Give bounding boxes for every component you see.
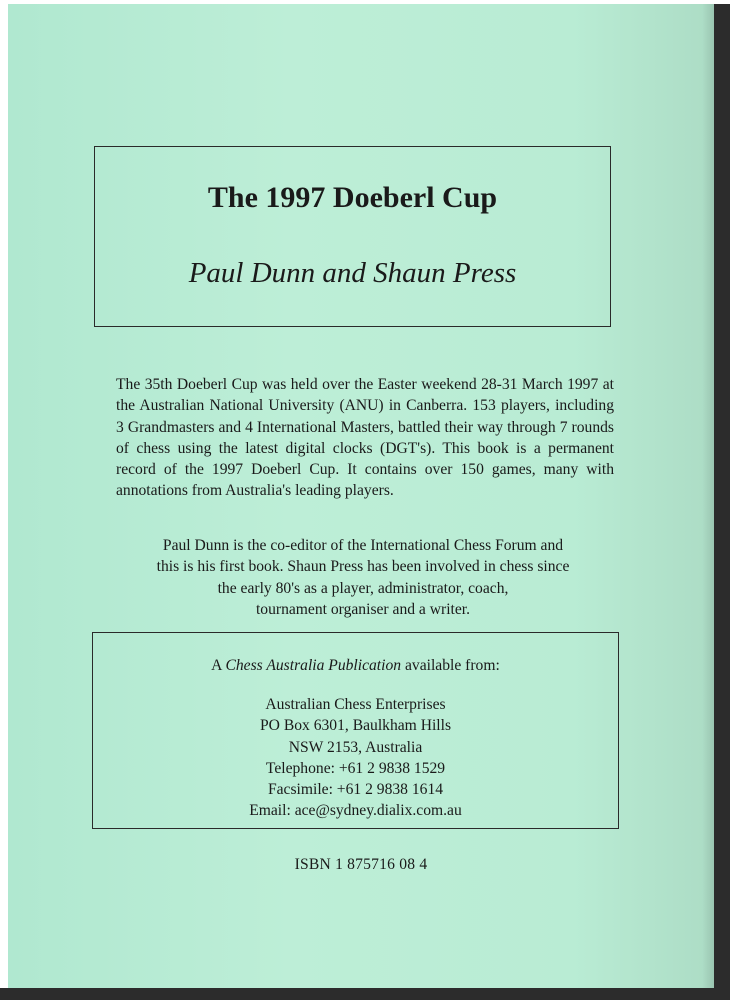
- address-line: Australian Chess Enterprises: [265, 696, 446, 713]
- bio-line: this is his first book. Shaun Press has been involved in chess since: [156, 558, 570, 576]
- publisher-series: Chess Australia Publication: [225, 657, 402, 674]
- telephone-line: Telephone: +61 2 9838 1529: [265, 759, 446, 777]
- back-cover: [8, 4, 714, 988]
- address-line: PO Box 6301, Baulkham Hills: [259, 717, 452, 735]
- bio-line: tournament organiser and a writer.: [255, 600, 471, 618]
- address-line: NSW 2153, Australia: [288, 738, 423, 756]
- book-authors: Paul Dunn and Shaun Press: [188, 257, 517, 289]
- title-box: [94, 146, 611, 327]
- cover-right-edge: [714, 4, 730, 1000]
- publisher-line: [93, 655, 618, 676]
- cover-edge-shading: [702, 4, 714, 988]
- facsimile-line: Facsimile: +61 2 9838 1614: [267, 781, 444, 799]
- publisher-address: [93, 694, 618, 822]
- publisher-prefix: A: [211, 657, 222, 674]
- book-title: The 1997 Doeberl Cup: [207, 181, 498, 214]
- author-bio: [98, 535, 628, 620]
- bio-line: Paul Dunn is the co-editor of the International Chess Forum and: [162, 537, 564, 554]
- email-line: Email: ace@sydney.dialix.com.au: [249, 802, 462, 820]
- cover-bottom-edge: [0, 988, 730, 1000]
- publisher-suffix: available from:: [404, 657, 500, 674]
- bio-line: the early 80's as a player, administrator, coach,: [217, 579, 509, 597]
- blurb-paragraph: The 35th Doeberl Cup was held over the Easter weekend 28-31 March 1997 at the Australian National University (ANU) in Canberra. 153 players, including 3 Grandmasters and 4 International Masters, battled their way through 7 rounds of chess using the latest digital clocks (DGT's). This book is a permanent record of the 1997 Doeberl Cup. It contains over 150 games, many with annotations from Australia's leading players.: [116, 376, 614, 500]
- publisher-box: [92, 632, 619, 829]
- isbn: ISBN 1 875716 08 4: [294, 856, 428, 873]
